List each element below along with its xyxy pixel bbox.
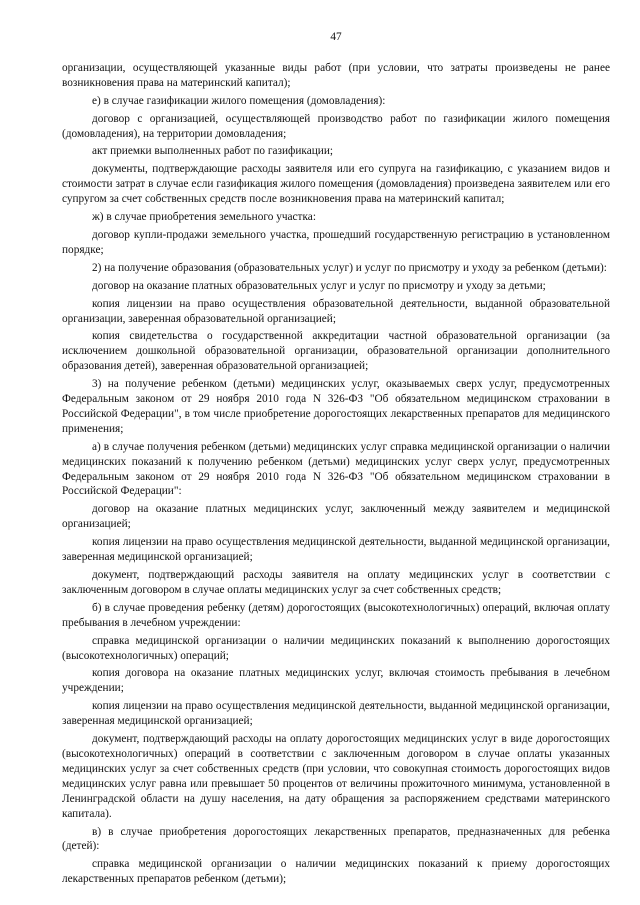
paragraph: в) в случае приобретения дорогостоящих лекарственных препаратов, предназначенных для ребенка (детей):: [62, 825, 610, 853]
paragraph: копия свидетельства о государственной аккредитации частной образовательной организации (за исключением дошкольной образовательной организации, образовательной организации дополнительного образования детей), заверенная образовательной организацией;: [62, 330, 610, 373]
paragraph: 3) на получение ребенком (детьми) медицинских услуг, оказываемых сверх услуг, предусмотренных Федеральным законом от 29 ноября 2010 года N 326-ФЗ "Об обязательном медицинском страховании в Российской Федерации", в том числе приобретение дорогостоящих лекарственных препаратов для медицинского применения;: [62, 378, 610, 435]
paragraph: договор на оказание платных медицинских услуг, заключенный между заявителем и медицинской организацией;: [62, 503, 610, 531]
paragraph: акт приемки выполненных работ по газификации;: [92, 145, 334, 158]
paragraph: копия лицензии на право осуществления образовательной деятельности, выданной образовательной организации, заверенная образовательной организацией;: [62, 297, 610, 325]
page-number: 47: [330, 31, 342, 43]
paragraph: договор купли-продажи земельного участка, прошедший государственную регистрацию в установленном порядке;: [62, 228, 610, 256]
body-text: [62, 61, 610, 887]
paragraph: ж) в случае приобретения земельного участка:: [92, 211, 316, 224]
paragraph: справка медицинской организации о наличии медицинских показаний к приему дорогостоящих лекарственных препаратов ребенком (детьми);: [62, 858, 610, 886]
paragraph: копия лицензии на право осуществления медицинской деятельности, выданной медицинской организации, заверенная медицинской организацией;: [62, 700, 610, 728]
paragraph: б) в случае проведения ребенку (детям) дорогостоящих (высокотехнологичных) операций, включая оплату пребывания в лечебном учреждении:: [62, 601, 610, 629]
paragraph: договор на оказание платных образовательных услуг и услуг по присмотру и уходу за детьми;: [92, 279, 546, 292]
paragraph: копия договора на оказание платных медицинских услуг, включая стоимость пребывания в лечебном учреждении;: [62, 667, 610, 695]
paragraph: организации, осуществляющей указанные виды работ (при условии, что затраты произведены не ранее возникновения права на материнский капитал);: [62, 61, 610, 89]
paragraph: документ, подтверждающий расходы на оплату дорогостоящих медицинских услуг в виде дорогостоящих (высокотехнологичных) операций в соответствии с заключенным договором в случае оплаты указанных медицинских услуг за счет собственных средств (при условии, что совокупная стоимость дорогостоящих видов медицинских услуг равна или превышает 50 процентов от величины прожиточного минимума, установленной в Ленинградской области на душу населения, на дату обращения за распоряжением средствами материнского капитала).: [62, 733, 610, 820]
paragraph: копия лицензии на право осуществления медицинской деятельности, выданной медицинской организации, заверенная медицинской организацией;: [62, 536, 610, 564]
paragraph: справка медицинской организации о наличии медицинских показаний к выполнению дорогостоящих (высокотехнологичных) операций;: [62, 634, 610, 662]
paragraph: договор с организацией, осуществляющей производство работ по газификации жилого помещения (домовладения), на территории домовладения;: [62, 112, 610, 140]
paragraph: 2) на получение образования (образовательных услуг) и услуг по присмотру и уходу за ребенком (детьми):: [92, 261, 607, 274]
paragraph: е) в случае газификации жилого помещения (домовладения):: [92, 94, 386, 107]
paragraph: документы, подтверждающие расходы заявителя или его супруга на газификацию, с указанием видов и стоимости затрат в случае если газификация жилого помещения (домовладения) произведена заявителем или его супругом за счет собственных средств после возникновения права на материнский капитал;: [62, 163, 610, 206]
paragraph: а) в случае получения ребенком (детьми) медицинских услуг справка медицинской организации о наличии медицинских показаний к получению ребенком (детьми) медицинских услуг сверх услуг, предусмотренных Федеральным законом от 29 ноября 2010 года N 326-ФЗ "Об обязательном медицинском страховании в Российской Федерации":: [62, 440, 610, 498]
paragraph: документ, подтверждающий расходы заявителя на оплату медицинских услуг в соответствии с заключенным договором в случае оплаты медицинских услуг за счет собственных средств;: [62, 569, 610, 596]
